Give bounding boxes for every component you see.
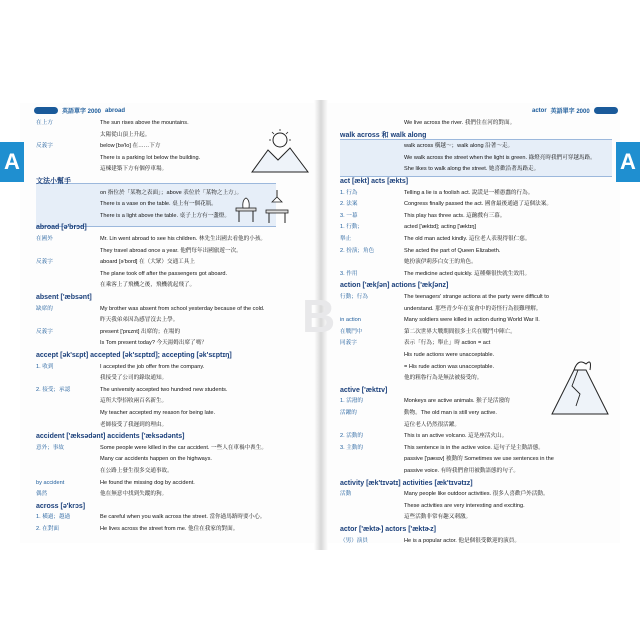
example-text: below [bə'lo] 在……下方 bbox=[100, 143, 161, 150]
example-text: This play has three acts. 這齣戲有三幕。 bbox=[404, 212, 506, 219]
example-text: The plane took off after the passengers got aboard. bbox=[100, 270, 228, 277]
example-text: The teenagers' strange actions at the party were difficult to bbox=[404, 294, 549, 300]
right-header-title: 英語單字 2000 bbox=[550, 109, 590, 115]
svg-text:B: B bbox=[302, 290, 336, 342]
example-text: These activities are very interesting and exciting. bbox=[404, 502, 525, 509]
example-text: 我接受了公司的錄取通知。 bbox=[100, 375, 168, 382]
example-text: 昨天我弟弟因為感冒沒去上學。 bbox=[100, 317, 179, 324]
example-text: 她扮演伊莉莎白女王的角色。 bbox=[404, 259, 477, 266]
example-text: There is a parking lot below the building. bbox=[100, 154, 201, 161]
example-text: Monkeys are active animals. 猴子是活潑的 bbox=[404, 398, 510, 405]
entry-headword: act [ækt] acts [ækts] bbox=[340, 178, 409, 185]
sense-label: 3. 作用 bbox=[340, 270, 358, 277]
sense-label: 1. 活潑的 bbox=[340, 398, 364, 405]
example-text: acted ['æktɪd]; acting ['æktɪŋ] bbox=[404, 224, 477, 231]
entry-headword: action ['ækʃən] actions ['ækʃənz] bbox=[340, 282, 449, 290]
sense-label: 2. 接受；承認 bbox=[36, 386, 71, 393]
example-text: She acted the part of Queen Elizabeth. bbox=[404, 247, 501, 254]
example-text: This is an active volcano. 這是座活火山。 bbox=[404, 433, 508, 440]
sense-label: 1. 橫過；越過 bbox=[36, 514, 71, 521]
sense-label: 2. 扮演；角色 bbox=[340, 247, 375, 254]
example-text: passive ['pæsɪv] 被動的 Sometimes we use sentences in the bbox=[404, 456, 554, 463]
example-text: The medicine acted quickly. 這種藥很快就生效用。 bbox=[404, 270, 531, 277]
example-text: His rude actions were unacceptable. bbox=[404, 352, 495, 358]
example-text: The sun rises above the mountains. bbox=[100, 120, 189, 126]
example-text: 表示「行為；舉止」時 action = act bbox=[404, 340, 491, 347]
example-text: Many soldiers were killed in action during World War II. bbox=[404, 317, 540, 324]
watermark-logo bbox=[296, 286, 344, 346]
letter-tab-right: A bbox=[616, 142, 640, 182]
example-text: Some people were killed in the car accident. 一些人在車禍中喪生。 bbox=[100, 444, 267, 451]
example-text: 老師接受了我遲到的理由。 bbox=[100, 421, 168, 428]
entry-headword: abroad [ə'brɔd] bbox=[36, 224, 87, 232]
example-text: Mr. Lin went abroad to see his children. 林先生出國去看他的小孩。 bbox=[100, 236, 267, 242]
sense-label: 在國外 bbox=[36, 236, 53, 242]
entry-headword: across [ə'krɔs] bbox=[36, 502, 86, 510]
sense-label: 行動；行為 bbox=[340, 294, 368, 300]
example-text: 太陽從山頂上升起。 bbox=[100, 131, 151, 138]
example-text: 第二次世界大戰期間很多士兵在戰鬥中陣亡。 bbox=[404, 328, 516, 335]
sense-label: by accident bbox=[36, 479, 65, 486]
example-text: present ['prɛznt] 出席的；在場的 bbox=[100, 328, 181, 335]
example-text: 這所大學招收兩百名新生。 bbox=[100, 398, 168, 405]
example-text: 這位老人仍然很活躍。 bbox=[404, 421, 460, 428]
example-text: We walk across the street when the light is green. 綠燈亮時我們可穿越馬路。 bbox=[404, 154, 596, 161]
example-text: This sentence is in the active voice. 這句子是主動語態。 bbox=[404, 444, 544, 451]
example-text: Many car accidents happen on the highways. bbox=[100, 456, 212, 463]
sense-label: 2. 活動的 bbox=[340, 433, 364, 440]
example-text: Be careful when you walk across the street. 當你過馬路時要小心。 bbox=[100, 514, 266, 521]
example-text: He found the missing dog by accident. bbox=[100, 479, 195, 486]
example-text: I accepted the job offer from the company. bbox=[100, 363, 205, 370]
example-text: understand. 那些青少年在宴會中的奇怪行為很難理解。 bbox=[404, 305, 542, 312]
example-text: = His rude action was unacceptable. bbox=[404, 363, 495, 370]
sense-label: 1. 行動； bbox=[340, 224, 364, 231]
left-running-header bbox=[34, 105, 125, 116]
example-text: She likes to walk along the street. 她喜歡沿著馬路走。 bbox=[404, 166, 540, 173]
example-text: 他的粗魯行為是無法被接受的。 bbox=[404, 375, 483, 382]
example-text: 在乘客上了飛機之後，飛機就起飛了。 bbox=[100, 282, 196, 289]
example-text: aboard [ə'bord] 在（大眾）交通工具上 bbox=[100, 259, 195, 266]
example-text: 這棟建築下方有個停車場。 bbox=[100, 166, 168, 173]
sense-label: 偶然 bbox=[36, 491, 48, 498]
sense-label: 缺席的 bbox=[36, 305, 53, 312]
example-text: Many people like outdoor activities. 很多人喜歡戶外活動。 bbox=[404, 491, 549, 498]
sense-label: in action bbox=[340, 317, 361, 324]
example-text: The university accepted two hundred new students. bbox=[100, 386, 228, 393]
sense-label: 2. 在對面 bbox=[36, 526, 60, 532]
example-text: 他在無意中找到失蹤的狗。 bbox=[100, 491, 168, 498]
sense-label: 3. 主動的 bbox=[340, 444, 364, 451]
example-text: 動物。The old man is still very active. bbox=[404, 410, 497, 416]
header-oval-icon bbox=[594, 107, 618, 114]
example-text: Telling a lie is a foolish act. 說謊是一種愚蠢的行為。 bbox=[404, 189, 534, 196]
example-text: Congress finally passed the act. 國會最後通過了這個法案。 bbox=[404, 201, 552, 208]
entry-headword: active ['æktɪv] bbox=[340, 386, 388, 394]
letter-tab-left: A bbox=[0, 142, 24, 182]
sense-label: 意外；事故 bbox=[36, 444, 64, 451]
example-text: We live across the river. 我們住在河的對面。 bbox=[404, 120, 516, 126]
entry-headword: 文法小幫手 bbox=[36, 178, 71, 185]
sense-label: 活躍的 bbox=[340, 410, 357, 416]
entry-headword: walk across 和 walk along bbox=[340, 131, 427, 139]
sense-label: （男）演員 bbox=[340, 537, 368, 544]
sense-label: 1. 行為 bbox=[340, 189, 358, 196]
example-text: My teacher accepted my reason for being late. bbox=[100, 410, 216, 416]
sense-label: 活動 bbox=[340, 491, 352, 498]
sun-over-mountain-illustration bbox=[250, 128, 310, 174]
example-text: He lives across the street from me. 他住在我家的對面。 bbox=[100, 526, 239, 532]
sense-label: 1. 收到 bbox=[36, 363, 54, 370]
example-text: passive voice. 有時我們會用被動語態的句子。 bbox=[404, 468, 520, 474]
sense-label: 反義字 bbox=[36, 259, 53, 266]
example-text: Is Tom present today? 今天湯姆出席了嗎？ bbox=[100, 340, 207, 347]
example-text: They travel abroad once a year. 他們每年出國旅遊一次。 bbox=[100, 247, 242, 254]
sense-label: 3. 一幕 bbox=[340, 212, 358, 219]
example-text: walk across 橫越～；walk along 沿著～走。 bbox=[404, 143, 514, 150]
example-text: He is a popular actor. 他是個很受歡迎的演員。 bbox=[404, 537, 520, 544]
sense-label: 在上方 bbox=[36, 120, 53, 126]
example-text: There is a light above the table. 桌子上方有一盞燈。 bbox=[100, 212, 230, 219]
example-text: on 指位於「某物之表面」；above 表位於「某物之上方」。 bbox=[100, 189, 243, 196]
entry-headword: accept [ək'sɛpt] accepted [ək'sɛptɪd]; accepting [ək'sɛptɪŋ] bbox=[36, 352, 232, 359]
example-text: The old man acted kindly. 這位老人表現得很仁慈。 bbox=[404, 236, 531, 242]
sense-label: 反義字 bbox=[36, 328, 53, 335]
right-header-guide: actor bbox=[532, 107, 547, 114]
example-text: 這些活動非常有趣又刺激。 bbox=[404, 514, 472, 521]
sense-label: 舉止 bbox=[340, 236, 352, 242]
sense-label: 反義字 bbox=[36, 143, 53, 150]
left-header-title: 英語單字 2000 bbox=[62, 109, 102, 115]
example-text: My brother was absent from school yesterday because of the cold. bbox=[100, 305, 265, 312]
sense-label: 同義字 bbox=[340, 340, 357, 347]
entry-headword: absent ['æbsənt] bbox=[36, 294, 92, 301]
sense-label: 2. 法案 bbox=[340, 201, 358, 208]
volcano-illustration bbox=[548, 356, 612, 416]
right-running-header bbox=[532, 105, 618, 116]
entry-headword: activity [æk'tɪvətɪ] activities [æk'tɪvətɪz] bbox=[340, 479, 473, 487]
example-text: 在公路上發生很多交通事故。 bbox=[100, 468, 173, 474]
entry-headword: actor ['æktɚ] actors ['æktɚz] bbox=[340, 526, 436, 533]
entry-headword: accident ['æksədənt] accidents ['æksədənts] bbox=[36, 433, 185, 441]
left-header-guide: abroad bbox=[105, 107, 126, 114]
header-oval-icon bbox=[34, 107, 58, 114]
example-text: There is a vase on the table. 桌上有一個花瓶。 bbox=[100, 201, 217, 208]
sense-label: 在戰鬥中 bbox=[340, 328, 363, 335]
